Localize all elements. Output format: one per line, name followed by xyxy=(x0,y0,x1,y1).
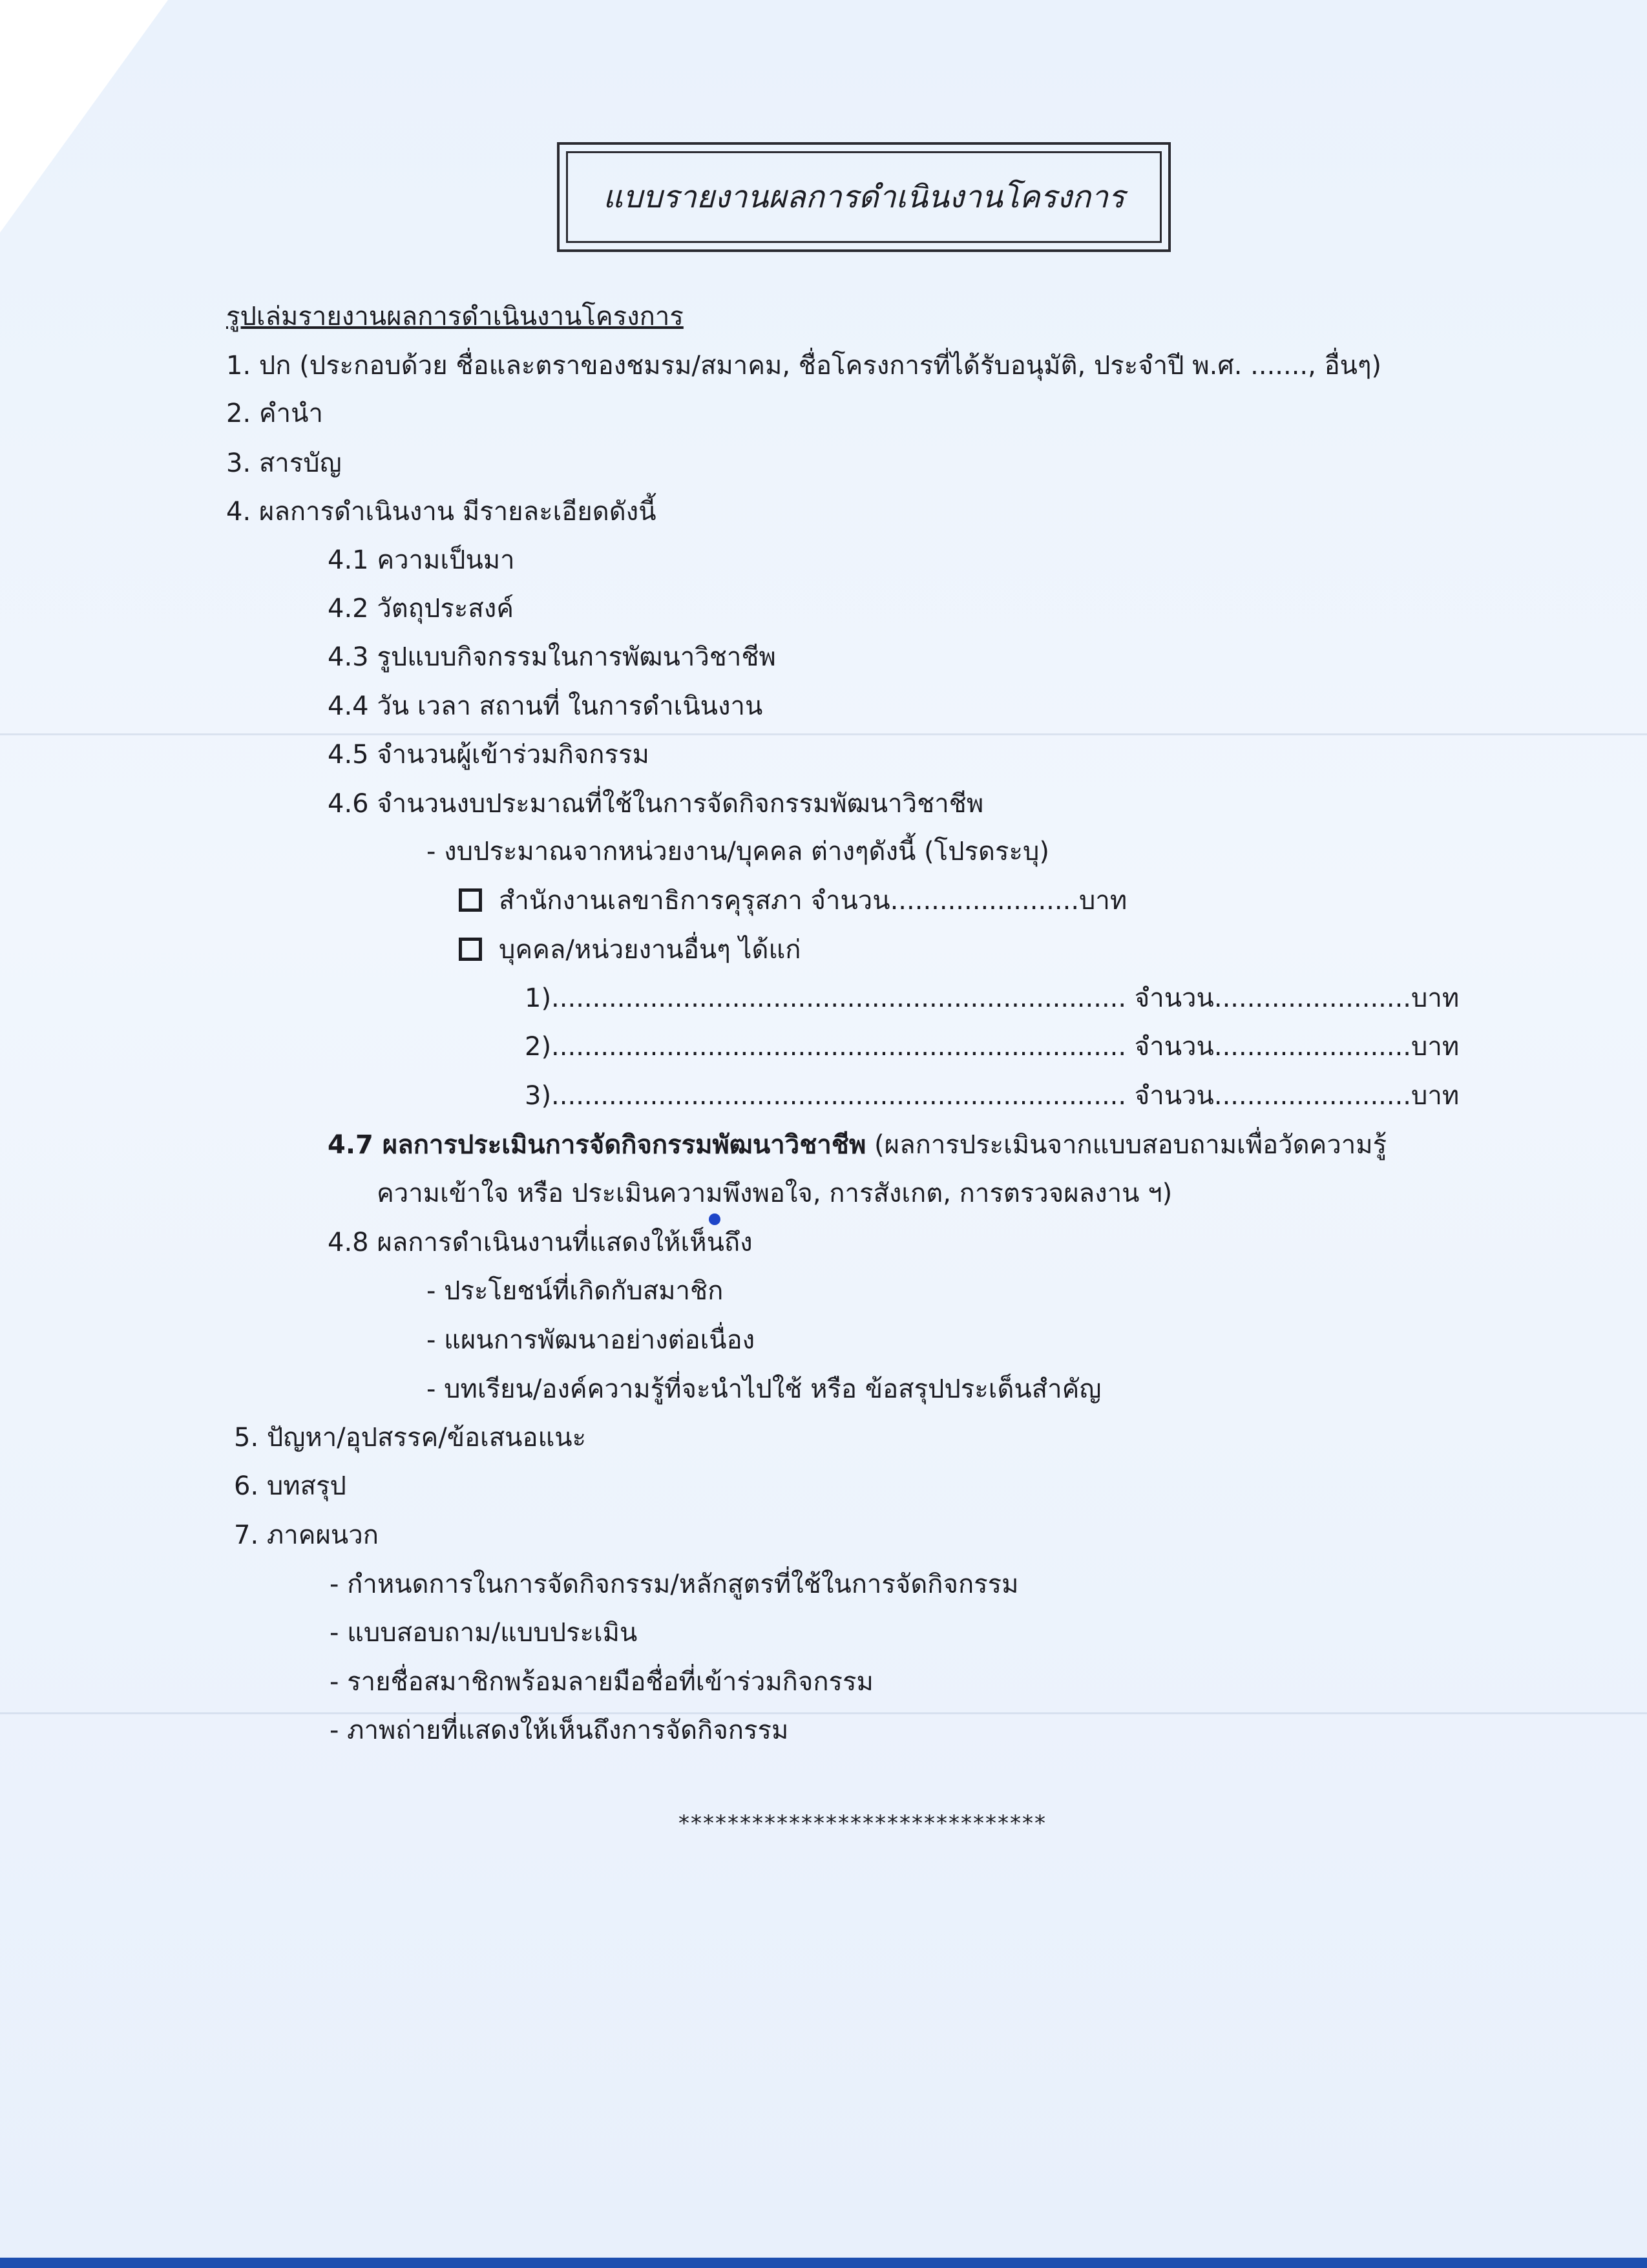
paper-crease xyxy=(0,1712,1647,1714)
budget-row-1: 1)...................................................................... จำนวน........................บาท xyxy=(525,983,1460,1013)
item-4-7-continued: ความเข้าใจ หรือ ประเมินความพึงพอใจ, การสังเกต, การตรวจผลงาน ฯ) xyxy=(377,1179,1173,1208)
end-mark: ****************************** xyxy=(678,1811,1047,1836)
item-7: 7. ภาคผนวก xyxy=(234,1520,379,1550)
appendix-3: - รายชื่อสมาชิกพร้อมลายมือชื่อที่เข้าร่วมกิจกรรม xyxy=(330,1667,874,1697)
item-4-6: 4.6 จำนวนงบประมาณที่ใช้ในการจัดกิจกรรมพัฒนาวิชาชีพ xyxy=(328,789,984,819)
paper-crease xyxy=(0,733,1647,735)
item-4-5: 4.5 จำนวนผู้เข้าร่วมกิจกรรม xyxy=(328,740,649,770)
budget-row-3: 3)...................................................................... จำนวน........................บาท xyxy=(525,1081,1460,1111)
item-4-8-bullet-2: - แผนการพัฒนาอย่างต่อเนื่อง xyxy=(426,1325,755,1355)
budget-intro: - งบประมาณจากหน่วยงาน/บุคคล ต่างๆดังนี้ (โปรดระบุ) xyxy=(426,837,1049,866)
checkbox-icon[interactable] xyxy=(459,888,482,912)
budget-option-2 xyxy=(459,937,801,963)
item-4-3: 4.3 รูปแบบกิจกรรมในการพัฒนาวิชาชีพ xyxy=(328,642,776,672)
item-4: 4. ผลการดำเนินงาน มีรายละเอียดดังนี้ xyxy=(226,497,656,527)
item-4-7 xyxy=(328,1132,1387,1158)
item-1: 1. ปก (ประกอบด้วย ชื่อและตราของชมรม/สมาคม, ชื่อโครงการที่ได้รับอนุมัติ, ประจำปี พ.ศ. ......., อื่นๆ) xyxy=(226,351,1382,381)
item-3: 3. สารบัญ xyxy=(226,448,342,478)
title-inner-frame xyxy=(566,151,1162,243)
title-frame xyxy=(557,142,1171,252)
item-4-7-note: (ผลการประเมินจากแบบสอบถามเพื่อวัดความรู้ xyxy=(866,1130,1387,1160)
item-5: 5. ปัญหา/อุปสรรค/ข้อเสนอแนะ xyxy=(234,1423,587,1453)
item-4-7-title: 4.7 ผลการประเมินการจัดกิจกรรมพัฒนาวิชาชีพ xyxy=(328,1130,866,1160)
appendix-2: - แบบสอบถาม/แบบประเมิน xyxy=(330,1618,638,1648)
budget-option-1 xyxy=(459,888,1127,914)
scan-edge xyxy=(0,2258,1647,2268)
appendix-1: - กำหนดการในการจัดกิจกรรม/หลักสูตรที่ใช้ในการจัดกิจกรรม xyxy=(330,1570,1019,1599)
item-2: 2. คำนำ xyxy=(226,399,323,428)
item-4-1: 4.1 ความเป็นมา xyxy=(328,545,515,575)
ink-dot xyxy=(709,1213,720,1225)
item-6: 6. บทสรุป xyxy=(234,1471,346,1501)
folded-corner xyxy=(0,0,168,233)
checkbox-icon[interactable] xyxy=(459,938,482,961)
item-4-8: 4.8 ผลการดำเนินงานที่แสดงให้เห็นถึง xyxy=(328,1228,753,1257)
budget-option-2-label: บุคคล/หน่วยงานอื่นๆ ได้แก่ xyxy=(499,935,801,965)
item-4-8-bullet-1: - ประโยชน์ที่เกิดกับสมาชิก xyxy=(426,1276,724,1306)
item-4-2: 4.2 วัตถุประสงค์ xyxy=(328,594,514,624)
item-4-4: 4.4 วัน เวลา สถานที่ ในการดำเนินงาน xyxy=(328,691,763,721)
item-4-8-bullet-3: - บทเรียน/องค์ความรู้ที่จะนำไปใช้ หรือ ข้อสรุปประเด็นสำคัญ xyxy=(426,1374,1102,1404)
appendix-4: - ภาพถ่ายที่แสดงให้เห็นถึงการจัดกิจกรรม xyxy=(330,1716,789,1745)
budget-option-1-label: สำนักงานเลขาธิการคุรุสภา จำนวน.......................บาท xyxy=(499,886,1128,916)
budget-row-2: 2)...................................................................... จำนวน........................บาท xyxy=(525,1032,1460,1062)
section-heading: รูปเล่มรายงานผลการดำเนินงานโครงการ xyxy=(226,302,684,331)
document-title: แบบรายงานผลการดำเนินงานโครงการ xyxy=(603,179,1125,215)
